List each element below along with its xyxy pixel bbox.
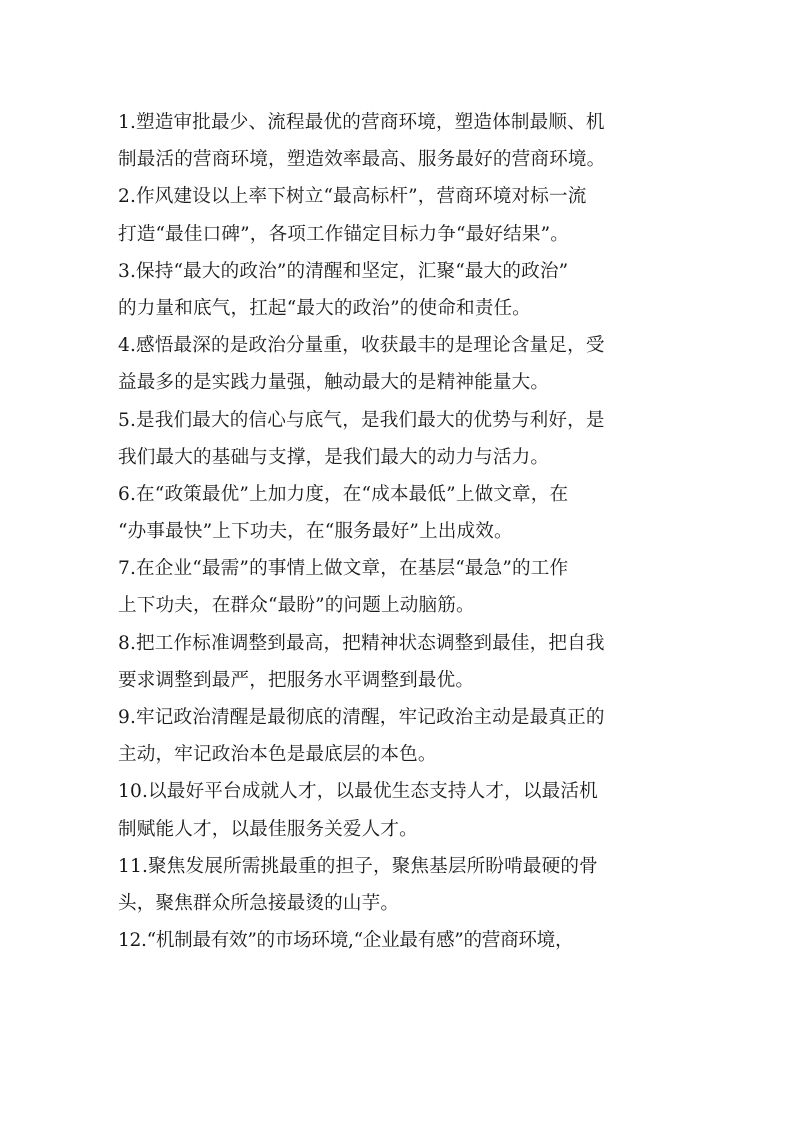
text-line: 8.把工作标准调整到最高，把精神状态调整到最佳，把自我 <box>118 632 605 654</box>
list-item-9 <box>118 699 678 773</box>
list-item-4 <box>118 327 678 401</box>
list-item-7 <box>118 550 678 624</box>
text-line: 6.在“政策最优”上加力度，在“成本最低”上做文章，在 <box>118 483 569 505</box>
text-line: 主动，牢记政治本色是最底层的本色。 <box>118 744 437 766</box>
list-item-3 <box>118 253 678 327</box>
list-item-2 <box>118 178 678 252</box>
list-item-8 <box>118 625 678 699</box>
text-line: 制赋能人才，以最佳服务关爱人才。 <box>118 818 418 840</box>
text-line: 益最多的是实践力量强，触动最大的是精神能量大。 <box>118 372 550 394</box>
text-line: 头，聚焦群众所急接最烫的山芋。 <box>118 892 400 914</box>
list-item-10 <box>118 773 678 847</box>
text-line: 1.塑造审批最少、流程最优的营商环境，塑造体制最顺、机 <box>118 112 605 133</box>
text-line: 11.聚焦发展所需挑最重的担子，聚焦基层所盼啃最硬的骨 <box>118 855 598 877</box>
text-line: 制最活的营商环境，塑造效率最高、服务最好的营商环境。 <box>118 149 606 171</box>
text-line: 上下功夫，在群众“最盼”的问题上动脑筋。 <box>118 595 475 617</box>
text-line: 要求调整到最严，把服务水平调整到最优。 <box>118 669 475 691</box>
text-line: 9.牢记政治清醒是最彻底的清醒，牢记政治主动是最真正的 <box>118 707 605 728</box>
list-item-1 <box>118 104 678 178</box>
list-item-6 <box>118 476 678 550</box>
text-line: 4.感悟最深的是政治分量重，收获最丰的是理论含量足，受 <box>118 335 605 357</box>
text-line: 5.是我们最大的信心与底气，是我们最大的优势与利好，是 <box>118 409 605 431</box>
document-body <box>118 104 678 959</box>
list-item-11 <box>118 848 678 922</box>
text-line: 我们最大的基础与支撑，是我们最大的动力与活力。 <box>118 446 550 468</box>
text-line: 的力量和底气，扛起“最大的政治”的使命和责任。 <box>118 297 531 319</box>
text-line: “办事最快”上下功夫，在“服务最好”上出成效。 <box>118 521 513 543</box>
text-line: 3.保持“最大的政治”的清醒和坚定，汇聚“最大的政治” <box>118 260 569 282</box>
text-line: 12.“机制最有效”的市场环境,“企业最有感”的营商环境， <box>118 930 574 952</box>
text-line: 7.在企业“最需”的事情上做文章，在基层“最急”的工作 <box>118 558 569 580</box>
list-item-12 <box>118 922 678 959</box>
text-line: 2.作风建设以上率下树立“最高标杆”，营商环境对标一流 <box>118 186 587 208</box>
list-item-5 <box>118 402 678 476</box>
text-line: 打造“最佳口碑”，各项工作锚定目标力争“最好结果”。 <box>118 223 569 245</box>
text-line: 10.以最好平台成就人才，以最优生态支持人才，以最活机 <box>118 781 598 803</box>
